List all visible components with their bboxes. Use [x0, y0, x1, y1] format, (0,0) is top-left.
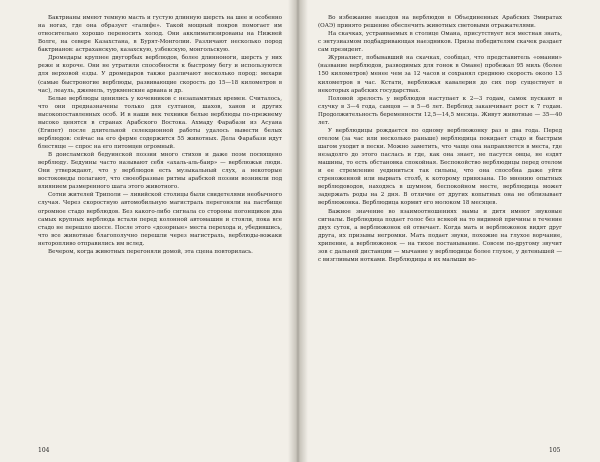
- right-paragraph-5: У верблюдицы рождается по одному верблюжонку раз в два года. Перед отелом (за час или несколько раньше) верблюдица покидает стадо и быстрым шагом уходит в пески. Можно заметить, что чаще она направляется в места, где незадолго до этого паслась и где, как она знает, не пасутся овцы, не ездят машины, то есть обстановка спокойная. Беспокойство верблюдицы перед отелом и ее стремление уединиться так сильны, что она способна даже уйти стреноженной или вырвать столб, к которому привязана. По мнению опытных верблюдоводов, находясь в шумном, беспокойном месте, верблюдица может задержать роды на 2 дня. В отличие от других копытных она не облизывает верблюжонка. Верблюдица кормит его молоком 18 месяцев.: [318, 127, 562, 207]
- left-paragraph-2: Дромедары крупнее двугорбых верблюдов, более длинноноги, шерсть у них реже и короче. Они не утратили способности к быстрому бегу и используются для верховой езды. У дромедаров также различают несколько пород: мехари (самые быстроногие верблюды, развивающие скорость до 15—18 километров в час), леауль, джемель, туркменские арвана и др.: [38, 55, 282, 94]
- left-page: [38, 14, 282, 450]
- right-page-number: 105: [549, 447, 561, 454]
- left-paragraph-4: В доисламской бедуинской поэзии много стихов и даже поэм посвящено верблюду. Бедуины часто называют себя «ахаль-аль-баир» — верблюжьи люди. Они утверждают, что у верблюдов есть музыкальный слух, а некоторые востоковеды полагают, что своеобразные ритмы арабской поэзии возникли под влиянием размеренного шага этого животного.: [38, 152, 282, 191]
- left-page-number: 104: [38, 447, 50, 454]
- right-page: [318, 14, 562, 450]
- left-paragraph-6: Вечером, когда животных перегоняли домой, эта сцена повторилась.: [48, 248, 253, 255]
- right-paragraph-2: На скачках, устраиваемых в столице Омана, присутствует вся местная знать, с энтузиазмом подбадривающая наездников. Призы победителям скачек раздает сам президент.: [318, 31, 562, 54]
- right-paragraph-3: Журналист, побывавший на скачках, сообщал, что представитель «омании» (название верблюдов, разводимых для гонок в Омане) пробежал 95 миль (более 150 километров) менее чем за 12 часов и сохранял среднюю скорость около 13 километров в час. Кстати, верблюжья кавалерия до сих пор существует в некоторых арабских государствах.: [318, 55, 562, 94]
- left-paragraph-3: Белые верблюды ценились у кочевников с незапамятных времен. Считалось, что они предназначены только для султанов, шахов, ханов и других высокопоставленных особ. И в наши век техники белые верблюды по-прежнему высоко ценятся в странах Арабского Востока. Ахмаду Фарабази из Асуана (Египет) после длительной селекционной работы удалось вывести белых верблюдов: сейчас на его ферме содержится 55 животных. Дела Фарабази идут блестяще — спрос на его питомцев огромный.: [38, 95, 282, 150]
- right-paragraph-1: Во избежание наездов на верблюдов в Объединенных Арабских Эмиратах (ОАЭ) принято решение обеспечить животных световыми отражателями.: [318, 15, 562, 30]
- book-gutter: [288, 0, 308, 462]
- right-paragraph-6: Важное значение во взаимоотношениях мамы и дитя имеют звуковые сигналы. Верблюдица подает голос без всякой на то видимой причины в течение двух суток, а верблюжонок ей отвечает. Когда мать и верблюжонок видят друг друга, их призывы негромки. Мать подает звуки, похожие на глухое ворчание, хрипение, а верблюжонок — на тихое постанывание. Совсем по-другому звучит зов с дальней дистанции — мычание у верблюдицы более глухое, у детенышей — с визгливыми нотками. Верблюдицы и их малыши во-: [318, 208, 562, 263]
- left-paragraph-1: Бактрианы имеют темную масть и густую длинную шерсть на шее и особенно на ногах, где она образует «галифе». Такой мощный покров помогает им относительно хорошо переносить холод. Они акклиматизированы на Нижней Волге, на севере Казахстана, в Бурят-Монголии. Различают несколько пород бактрианов: астраханскую, казахскую, узбекскую, монгольскую.: [38, 15, 282, 54]
- right-paragraph-4: Половой зрелость у верблюдов наступает к 2—3 годам, самок пускают в случку в 3—4 года, самцов — в 5—6 лет. Верблюд заканчивает рост к 7 годам. Продолжительность беременности 12,5—14,5 месяца. Живут животные — 35—40 лет.: [318, 95, 562, 126]
- left-paragraph-5: Сотни жителей Триполи — ливийской столицы были свидетелями необычного случая. Через скоростную автомобильную магистраль перегоняли на пастбище огромное стадо верблюдов. Без какого-либо сигнала со стороны погонщиков два самых крупных верблюда встали перед колонной автомашин и стояли, пока все стадо не перешло шоссе. После этого «дозорные» места перехода и, убедившись, что все животные благополучно перешли через магистраль, верблюды-вожаки неторопливо отправились им вслед.: [38, 192, 282, 247]
